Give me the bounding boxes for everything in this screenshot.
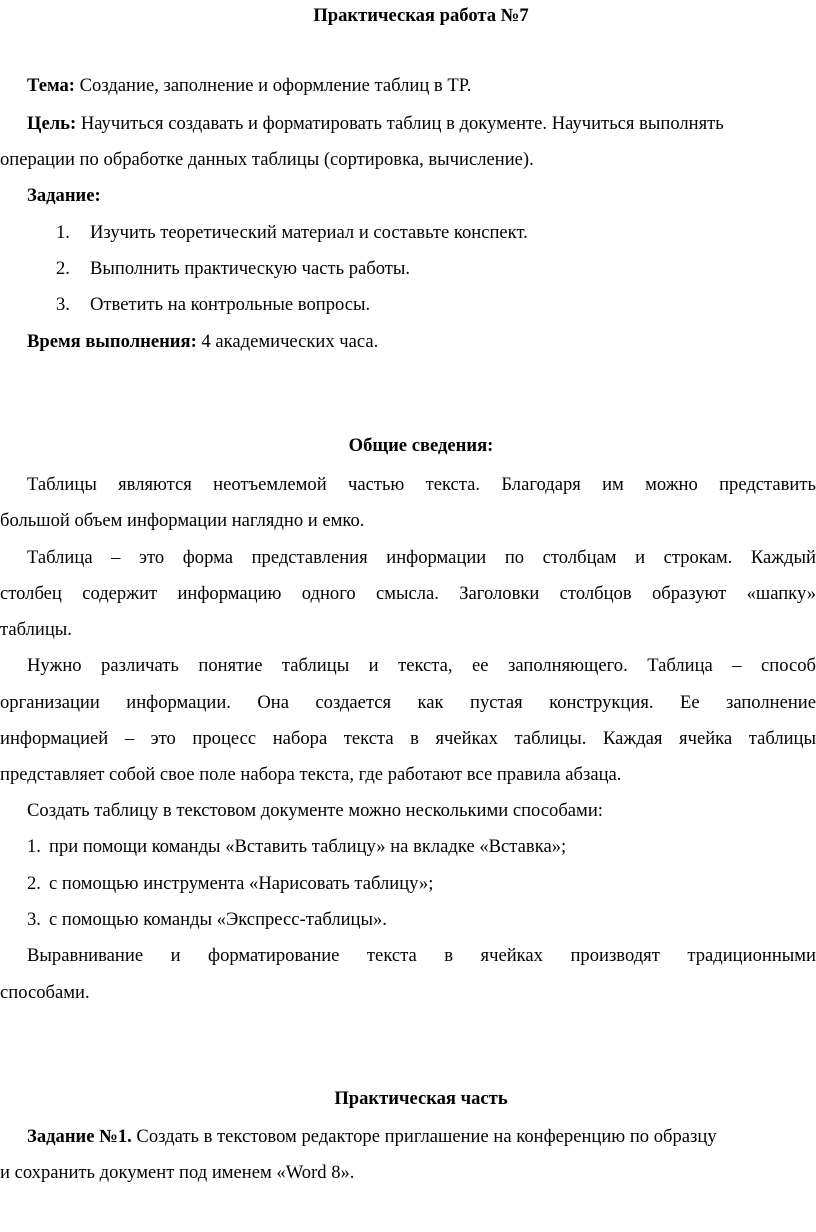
- task-item-3: [56, 293, 370, 317]
- practice-task1-line1: [27, 1125, 816, 1149]
- task-item-2: [56, 257, 410, 281]
- general-p3-line3: информацией – это процесс набора текста в ячейках таблицы. Каждая ячейка таблицы: [0, 728, 816, 749]
- method-item-number: 1.: [27, 836, 41, 857]
- method-item-2: [27, 872, 433, 896]
- goal-line-2: операции по обработке данных таблицы (сортировка, вычисление).: [0, 149, 534, 170]
- task-item-number: 1.: [56, 222, 70, 243]
- method-item-1: [27, 835, 566, 859]
- general-p1-line1: Таблицы являются неотъемлемой частью текста. Благодаря им можно представить: [27, 474, 816, 495]
- task-item-number: 2.: [56, 258, 70, 279]
- topic-line: [27, 74, 471, 98]
- time-line: [27, 330, 378, 354]
- general-p3-line1: Нужно различать понятие таблицы и текста, ее заполняющего. Таблица – способ: [27, 655, 816, 676]
- time-text: 4 академических часа.: [196, 331, 379, 352]
- general-p2-line3: таблицы.: [0, 619, 72, 640]
- topic-text: Создание, заполнение и оформление таблиц в ТР.: [74, 75, 472, 96]
- method-item-number: 3.: [27, 909, 41, 930]
- method-item-text: с помощью инструмента «Нарисовать таблицу»;: [49, 873, 434, 894]
- practice-heading: Практическая часть: [334, 1088, 508, 1109]
- general-heading: Общие сведения:: [348, 435, 494, 456]
- general-p5-line2: способами.: [0, 982, 90, 1003]
- goal-label: Цель:: [27, 113, 77, 134]
- general-p3-line4: представляет собой свое поле набора текста, где работают все правила абзаца.: [0, 764, 622, 785]
- goal-line-1: [27, 112, 816, 136]
- practice-task1-label: Задание №1.: [27, 1126, 132, 1147]
- practice-task1-text-1: Создать в текстовом редакторе приглашение на конференцию по образцу: [131, 1126, 717, 1147]
- method-item-text: с помощью команды «Экспресс-таблицы».: [49, 909, 387, 930]
- method-item-number: 2.: [27, 873, 41, 894]
- method-item-3: [27, 908, 387, 932]
- goal-text-1: Научиться создавать и форматировать таблиц в документе. Научиться выполнять: [76, 113, 724, 134]
- task-item-1: [56, 221, 528, 245]
- task-item-number: 3.: [56, 294, 70, 315]
- method-item-text: при помощи команды «Вставить таблицу» на вкладке «Вставка»;: [49, 836, 567, 857]
- general-p5-line1: Выравнивание и форматирование текста в ячейках производят традиционными: [27, 945, 816, 966]
- time-label: Время выполнения:: [27, 331, 197, 352]
- general-p3-line2: организации информации. Она создается как пустая конструкция. Ее заполнение: [0, 692, 816, 713]
- task-item-text: Ответить на контрольные вопросы.: [90, 294, 371, 315]
- general-p2-line2: столбец содержит информацию одного смысла. Заголовки столбцов образуют «шапку»: [0, 583, 816, 604]
- practice-task1-line2: и сохранить документ под именем «Word 8».: [0, 1162, 355, 1183]
- topic-label: Тема:: [27, 75, 75, 96]
- general-p2-line1: Таблица – это форма представления информации по столбцам и строкам. Каждый: [27, 547, 816, 568]
- general-p4: Создать таблицу в текстовом документе можно несколькими способами:: [27, 800, 603, 821]
- general-p1-line2: большой объем информации наглядно и емко.: [0, 510, 365, 531]
- task-label: Задание:: [27, 185, 101, 206]
- task-item-text: Выполнить практическую часть работы.: [90, 258, 411, 279]
- task-item-text: Изучить теоретический материал и составьте конспект.: [90, 222, 528, 243]
- page-title: Практическая работа №7: [313, 5, 529, 26]
